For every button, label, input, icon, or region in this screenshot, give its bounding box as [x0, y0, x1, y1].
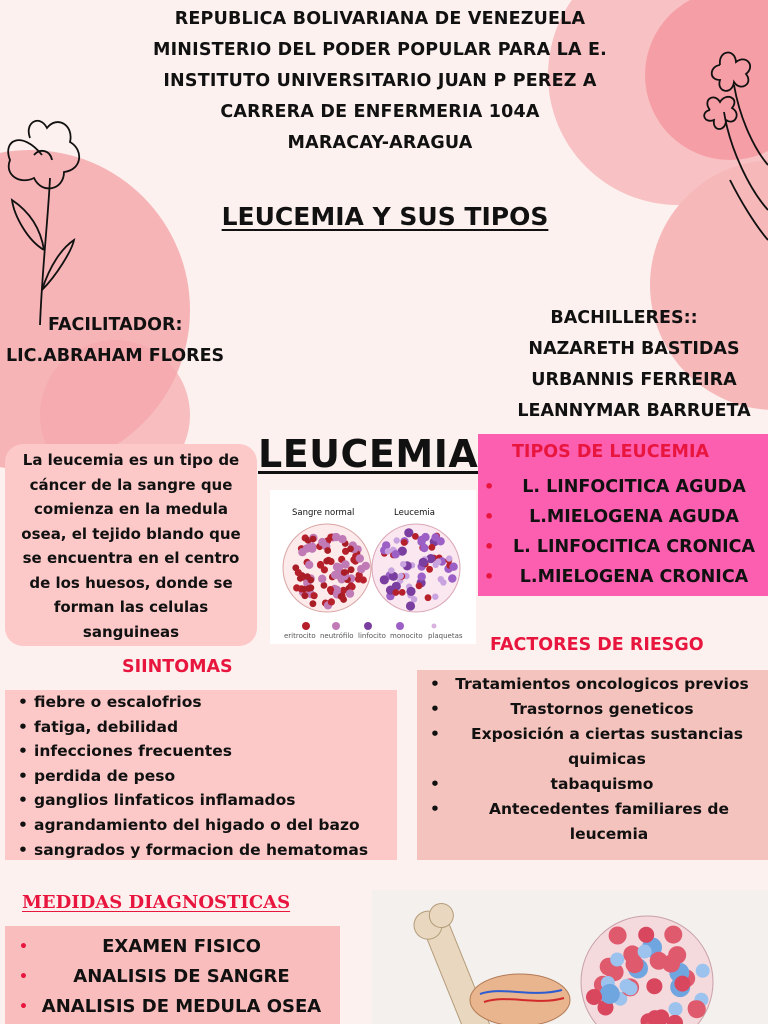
list-item	[18, 715, 368, 740]
bullet-icon: •	[19, 939, 28, 955]
list-item	[420, 722, 768, 772]
blood-cell-icon	[333, 563, 341, 571]
bullet-icon: •	[484, 537, 495, 556]
legend-label: linfocito	[358, 632, 386, 640]
risk-label: tabaquismo	[550, 775, 654, 793]
page-title: LEUCEMIA Y SUS TIPOS	[221, 202, 549, 231]
blood-cell-icon	[307, 577, 314, 584]
blood-cell-icon	[638, 945, 652, 959]
blood-cell-icon	[419, 558, 428, 567]
list-item	[478, 532, 768, 562]
diagnostics-title: MEDIDAS DIAGNOSTICAS	[22, 892, 291, 913]
definition-text: La leucemia es un tipo de cáncer de la sangre que comienza en la medula osea, el tejido blando que se encuentra en el centro de los huesos, donde se forman las celulas sanguineas	[21, 451, 241, 641]
bullet-icon: •	[430, 775, 440, 793]
blood-cell-icon	[416, 582, 423, 589]
bullet-icon: •	[430, 675, 440, 693]
blood-cell-icon	[323, 558, 330, 565]
blood-cell-icon	[664, 926, 682, 944]
blood-cell-icon	[418, 573, 426, 581]
blood-cell-icon	[440, 579, 446, 585]
list-item	[478, 472, 768, 502]
bullet-icon: •	[18, 742, 28, 761]
blood-cell-icon	[391, 550, 399, 558]
normal-blood-label: Sangre normal	[292, 508, 355, 518]
blood-cell-icon	[620, 979, 634, 993]
bullet-icon: •	[18, 791, 28, 810]
blood-cell-icon	[646, 978, 662, 994]
blood-cell-icon	[318, 575, 326, 583]
blood-cell-icon	[406, 587, 415, 596]
types-title: TIPOS DE LEUCEMIA	[512, 442, 710, 462]
bullet-icon: •	[18, 840, 28, 859]
blood-cell-icon	[696, 964, 710, 978]
blood-cell-icon	[382, 541, 390, 549]
blood-cell-icon	[331, 571, 339, 579]
blood-cell-icon	[626, 955, 644, 973]
blood-cell-icon	[610, 953, 624, 967]
student-name: NAZARETH BASTIDAS	[528, 339, 740, 359]
facilitator-label: FACILITADOR:	[48, 315, 183, 335]
legend-label: plaquetas	[428, 632, 463, 640]
blood-cell-icon	[388, 567, 394, 573]
student-name: URBANNIS FERREIRA	[531, 370, 737, 390]
blood-cell-icon	[429, 544, 436, 551]
bullet-icon: •	[484, 477, 495, 496]
type-label: L.MIELOGENA CRONICA	[519, 567, 749, 587]
blood-cell-icon	[318, 538, 326, 546]
blood-cell-icon	[399, 589, 406, 596]
symptom-label: fiebre o escalofrios	[34, 693, 202, 711]
list-item	[18, 813, 368, 838]
blood-cell-icon	[385, 548, 391, 554]
header-line: INSTITUTO UNIVERSITARIO JUAN P PEREZ A	[163, 71, 597, 91]
blood-cell-icon	[392, 589, 399, 596]
facilitator-block	[6, 310, 246, 372]
blood-cell-icon	[394, 537, 400, 543]
legend-label: monocito	[390, 632, 423, 640]
list-item	[478, 562, 768, 592]
blood-cell-icon	[311, 592, 318, 599]
legend-label: eritrocito	[284, 632, 316, 640]
diagnostics-list	[5, 932, 340, 1022]
header-line: REPUBLICA BOLIVARIANA DE VENEZUELA	[174, 9, 586, 29]
flower-illustration-right	[680, 40, 768, 260]
blood-cell-icon	[411, 596, 417, 602]
legend-label: neutrófilo	[320, 632, 354, 640]
blood-cell-icon	[600, 984, 620, 1004]
list-item	[18, 739, 368, 764]
students-block	[500, 303, 768, 427]
blood-cell-icon	[446, 555, 452, 561]
risk-title: FACTORES DE RIESGO	[490, 635, 704, 655]
list-item	[5, 932, 340, 962]
blood-cells-illustration	[270, 490, 476, 644]
blood-cell-icon	[308, 584, 315, 591]
bullet-icon: •	[19, 969, 28, 985]
bullet-icon: •	[484, 567, 495, 586]
symptoms-title: SIINTOMAS	[122, 657, 233, 677]
blood-cell-icon	[295, 569, 302, 576]
bullet-icon: •	[18, 766, 28, 785]
blood-cell-icon	[404, 528, 413, 537]
bullet-icon: •	[18, 815, 28, 834]
list-item	[18, 788, 368, 813]
bullet-icon: •	[484, 507, 495, 526]
blood-cell-icon	[310, 600, 317, 607]
blood-cell-icon	[400, 561, 406, 567]
blood-cell-icon	[341, 569, 348, 576]
blood-cell-icon	[435, 558, 441, 564]
type-label: L. LINFOCITICA CRONICA	[512, 537, 756, 557]
blood-cell-icon	[417, 536, 425, 544]
blood-cell-icon	[669, 1002, 683, 1016]
blood-cell-icon	[674, 976, 690, 992]
blood-cell-icon	[339, 593, 346, 600]
risk-label: Tratamientos oncologicos previos	[455, 675, 749, 693]
blood-cell-icon	[346, 589, 354, 597]
blood-cell-icon	[425, 594, 432, 601]
blood-cell-icon	[380, 575, 389, 584]
blood-cell-icon	[324, 547, 331, 554]
blood-cell-icon	[338, 535, 346, 543]
blood-cell-icon	[356, 554, 364, 562]
blood-cell-icon	[398, 573, 404, 579]
blood-cell-icon	[328, 598, 335, 605]
symptom-label: fatiga, debilidad	[34, 717, 179, 736]
header-line: MINISTERIO DEL PODER POPULAR PARA LA E.	[152, 40, 608, 60]
blood-cell-icon	[302, 592, 309, 599]
list-item	[420, 672, 768, 697]
students-label: BACHILLERES::	[550, 308, 698, 328]
blood-cell-icon	[432, 594, 438, 600]
blood-cell-icon	[426, 566, 433, 573]
blood-cell-icon	[406, 601, 415, 610]
blood-cell-icon	[317, 562, 324, 569]
bone-marrow-illustration	[372, 890, 768, 1024]
types-list	[478, 472, 768, 592]
risk-label: Exposición a ciertas sustancias quimicas	[470, 725, 744, 768]
list-item	[18, 690, 368, 715]
type-label: L. LINFOCITICA AGUDA	[522, 477, 746, 497]
type-label: L.MIELOGENA AGUDA	[529, 507, 739, 527]
header-line: CARRERA DE ENFERMERIA 104A	[220, 102, 540, 122]
list-item	[420, 797, 768, 847]
student-name: LEANNYMAR BARRUETA	[517, 401, 751, 421]
symptom-label: infecciones frecuentes	[34, 742, 232, 761]
symptom-label: perdida de peso	[34, 766, 176, 785]
list-item	[18, 838, 368, 863]
risk-label: Trastornos geneticos	[510, 700, 694, 718]
bullet-icon: •	[19, 999, 28, 1015]
list-item	[5, 962, 340, 992]
blood-cell-icon	[609, 927, 627, 945]
institution-header	[90, 4, 670, 159]
risk-label: Antecedentes familiares de leucemia	[489, 800, 729, 843]
blood-cell-icon	[321, 582, 328, 589]
bullet-icon: •	[430, 725, 440, 743]
blood-cell-icon	[688, 1000, 706, 1018]
blood-cell-icon	[355, 576, 362, 583]
list-item	[420, 772, 768, 797]
list-item	[478, 502, 768, 532]
bullet-icon: •	[430, 800, 440, 818]
blood-cell-icon	[420, 544, 428, 552]
symptom-label: agrandamiento del higado o del bazo	[34, 815, 360, 834]
bone-marrow-drawing	[372, 890, 768, 1024]
blood-cell-icon	[349, 583, 356, 590]
blood-cell-icon	[650, 952, 668, 970]
diagnostic-label: ANALISIS DE SANGRE	[73, 966, 290, 987]
leukemia-heading: LEUCEMIA	[258, 432, 479, 476]
bullet-icon: •	[18, 693, 28, 711]
blood-cell-icon	[431, 533, 439, 541]
blood-cell-icon	[638, 927, 654, 943]
blood-cell-icon	[448, 574, 456, 582]
risk-list	[420, 672, 768, 847]
blood-cell-icon	[401, 539, 408, 546]
header-line: MARACAY-ARAGUA	[287, 133, 473, 153]
blood-cell-icon	[341, 560, 349, 568]
blood-cell-icon	[327, 586, 334, 593]
list-item	[420, 697, 768, 722]
bullet-icon: •	[18, 717, 28, 736]
list-item	[18, 764, 368, 789]
blood-cell-icon	[586, 989, 602, 1005]
diagnostic-label: EXAMEN FISICO	[102, 936, 261, 957]
symptoms-list	[18, 690, 368, 862]
blood-cell-icon	[305, 561, 313, 569]
symptom-label: sangrados y formacion de hematomas	[34, 840, 369, 859]
blood-cell-icon	[310, 536, 317, 543]
list-item	[5, 992, 340, 1022]
blood-cell-icon	[347, 546, 354, 553]
blood-cell-icon	[303, 544, 311, 552]
leukemia-blood-label: Leucemia	[394, 508, 435, 518]
facilitator-name: LIC.ABRAHAM FLORES	[6, 346, 225, 366]
bullet-icon: •	[430, 700, 440, 718]
blood-comparison-figure	[270, 490, 476, 644]
blood-cell-icon	[449, 563, 457, 571]
symptom-label: ganglios linfaticos inflamados	[34, 791, 296, 810]
diagnostic-label: ANALISIS DE MEDULA OSEA	[41, 996, 322, 1017]
blood-cell-icon	[357, 565, 365, 573]
